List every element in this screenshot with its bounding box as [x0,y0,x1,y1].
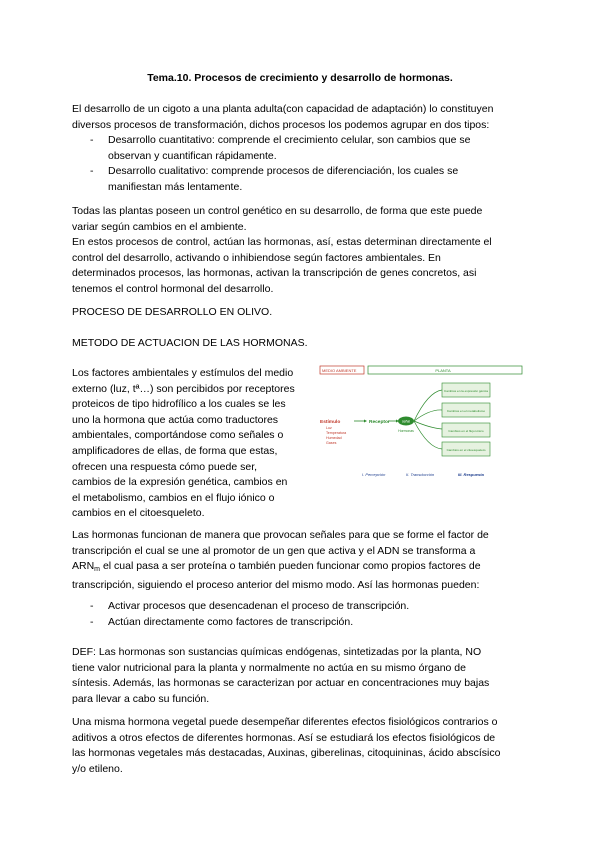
branch-line [414,421,442,449]
signal-label: señal [401,419,411,424]
text-line: tiene valor nutricional para la planta y normalmente no actúa en su mismo órgano de [72,661,466,674]
text-line: transcripción, siguiendo el proceso anterior del mismo modo. Así las hormonas pueden: [72,578,480,591]
text-line [72,559,528,578]
text-line: Desarrollo cuantitativo: comprende el crecimiento celular, son cambios que se [108,134,471,146]
arn-term: ARN [72,560,95,573]
stage-label: I. Percepción [362,472,386,477]
text-line: Actúan directamente como factores de transcripción. [108,616,354,628]
text-line: aditivos a otros efectos de diferentes hormonas. Así se estudiará los efectos fisiológicos de [72,731,496,744]
text-fragment: el cual pasa a ser proteína o también pueden funcionar como propios factores de [102,560,481,573]
text-line: Desarrollo cualitativo: comprende procesos de diferenciación, los cuales se [108,165,459,177]
response-box-label: Cambios en la expresión génica [443,389,489,393]
arrow-head [364,420,367,423]
hormone-action-diagram [318,364,526,480]
text-line: manifiestan más lentamente. [108,180,243,193]
bullet-dash: - [90,600,94,612]
text-line: proteicos de tipo hidrofílico a los cuales se les [72,398,286,411]
stimulus-item: Gases [326,441,337,445]
text-line: el metabolismo, cambios en el flujo iónico o [72,491,275,504]
text-line: síntesis. Además, las hormonas se caracterizan por actuar en concentraciones muy bajas [72,677,490,690]
stimulus-item: Temperatura [326,431,347,435]
stimulus-item: Luz [326,426,332,430]
control-paragraph [72,204,528,298]
text-line: uno la hormona que actúa como traductores [72,413,279,426]
text-line: control del desarrollo, activando o inhibiendose según factores ambientales. En [72,251,441,264]
text-line: las hormonas vegetales más destacadas, Auxinas, giberelinas, citoquininas, ácido abscísico [72,747,501,760]
stage-label: III. Respuesta [458,472,484,477]
response-box-label: Cambios en el citoesqueleto [446,448,486,452]
text-line: observan y cuantifican rápidamente. [108,149,277,162]
text-line: ofrecen una respuesta cómo puede ser, [72,460,258,473]
text-line: DEF: Las hormonas son sustancias químicas endógenas, sintetizadas por la planta, NO [72,646,482,658]
heading-olivo: PROCESO DE DESARROLLO EN OLIVO. [72,306,273,318]
bullet-dash: - [90,134,94,146]
bullet-dash: - [90,616,94,628]
arn-subscript: m [94,566,101,574]
text-line: y/o etileno. [72,762,123,775]
branch-line [414,421,442,429]
stimulus-item: Humedad [326,436,342,440]
text-line: Los factores ambientales y estímulos del medio [72,367,294,379]
text-line: transcripción el cual se une al promotor de un gen que activa y el ADN se transforma a [72,544,476,557]
text-line: cambios de la expresión genética, cambios en [72,476,288,489]
intro-paragraph [72,102,528,133]
text-line: variar según cambios en el ambiente. [72,220,247,233]
page-title: Tema.10. Procesos de crecimiento y desarrollo de hormonas. [147,72,453,84]
text-line: ambientales, comportándose como señales o [72,429,284,442]
bullet-dash: - [90,165,94,177]
factores-paragraph [72,366,312,522]
signal-sub-label: Hormonas [398,429,414,433]
text-line: Las hormonas funcionan de manera que provocan señales para que se forme el factor de [72,529,489,541]
response-box-label: Cambios en el flujo iónico [448,429,484,433]
branch-line [414,390,442,421]
text-line: En estos procesos de control, actúan las hormonas, así, estas determinan directamente el [72,236,492,249]
header-environment-label: MEDIO AMBIENTE [322,368,357,373]
text-line: amplificadores de ellas, de forma que estas, [72,444,278,457]
stimulus-label: Estímulo [320,420,341,425]
branch-line [414,410,442,421]
text-line: determinados procesos, las hormonas, activan la transcripción de genes concretos, asi [72,267,477,280]
receptor-label: Receptor [369,420,390,425]
heading-metodo: METODO DE ACTUACION DE LAS HORMONAS. [72,337,308,349]
response-box-label: Cambios en el metabolismo [446,409,486,413]
text-line: Activar procesos que desencadenan el proceso de transcripción. [108,600,410,612]
definition-paragraph [72,645,528,707]
text-line: Una misma hormona vegetal puede desempeñar diferentes efectos fisiológicos contrarios o [72,716,498,728]
stage-label: II. Transducción [406,472,435,477]
text-line: El desarrollo de un cigoto a una planta adulta(con capacidad de adaptación) lo constituyen [72,103,494,115]
text-line: para llevar a cabo su función. [72,692,210,705]
text-line: Todas las plantas poseen un control genético en su desarrollo, de forma que este puede [72,205,483,217]
text-line: cambios en el citoesqueleto. [72,507,205,520]
header-plant-label: PLANTA [435,368,451,373]
text-line: tenemos el control hormonal del desarrollo. [72,282,274,295]
text-line: externo (luz, tª…) son percibidos por receptores [72,382,295,395]
final-paragraph [72,715,528,777]
text-line: diversos procesos de transformación, dichos procesos los podemos agrupar en dos tipos: [72,118,490,131]
transcripcion-paragraph [72,528,528,593]
